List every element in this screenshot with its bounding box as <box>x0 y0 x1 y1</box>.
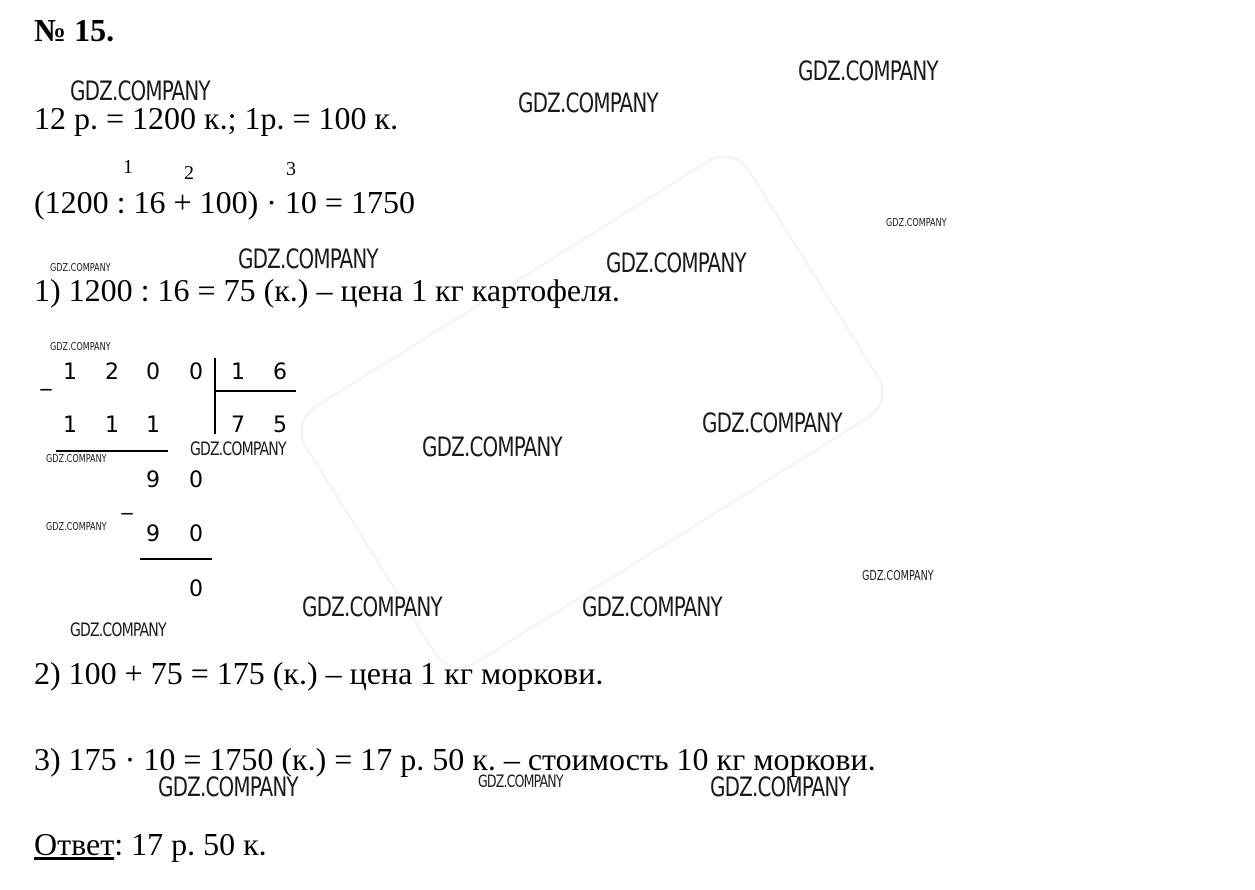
quotient-digit: 7 <box>231 413 245 438</box>
answer-value: : 17 р. 50 к. <box>114 826 267 862</box>
watermark-text: GDZ.COMPANY <box>702 408 842 439</box>
order-mark-2: 2 <box>184 162 194 184</box>
answer-line <box>34 826 267 863</box>
watermark-text: GDZ.COMPANY <box>50 340 111 353</box>
watermark-text: GDZ.COMPANY <box>606 248 746 279</box>
watermark-text: GDZ.COMPANY <box>46 452 107 465</box>
divisor-digit: 6 <box>273 360 287 385</box>
answer-label: Ответ <box>34 826 115 862</box>
conversion-line: 12 р. = 1200 к.; 1р. = 100 к. <box>34 100 399 136</box>
watermark-text: GDZ.COMPANY <box>70 619 166 641</box>
order-mark-3: 3 <box>286 158 296 180</box>
subtrahend-digit: 1 <box>63 413 77 438</box>
final-remainder: 0 <box>189 577 203 602</box>
watermark-text: GDZ.COMPANY <box>798 56 938 87</box>
watermark-text: GDZ.COMPANY <box>422 432 562 463</box>
watermark-text: GDZ.COMPANY <box>50 261 111 274</box>
watermark-text: GDZ.COMPANY <box>70 76 210 107</box>
step-1: 1) 1200 : 16 = 75 (к.) – цена 1 кг картофеля. <box>34 272 620 308</box>
division-vertical-bar <box>214 358 216 434</box>
subtraction-line-2 <box>140 558 212 560</box>
watermark-text: GDZ.COMPANY <box>518 88 658 119</box>
watermark-text: GDZ.COMPANY <box>46 520 107 533</box>
dividend-digit: 1 <box>63 360 77 385</box>
order-mark-1: 1 <box>123 156 133 178</box>
step-2: 2) 100 + 75 = 175 (к.) – цена 1 кг моркови. <box>34 655 604 691</box>
watermark-text: GDZ.COMPANY <box>190 438 286 460</box>
remainder-digit: 9 <box>146 468 160 493</box>
quotient-digit: 5 <box>273 413 287 438</box>
subtrahend2-digit: 0 <box>189 522 203 547</box>
subtrahend-digit: 1 <box>146 413 160 438</box>
watermark-text: GDZ.COMPANY <box>478 772 563 792</box>
subtrahend2-digit: 9 <box>146 522 160 547</box>
watermark-text: GDZ.COMPANY <box>238 244 378 275</box>
step-3: 3) 175 · 10 = 1750 (к.) = 17 р. 50 к. – стоимость 10 кг моркови. <box>34 741 876 777</box>
divisor-underline <box>214 390 296 392</box>
minus-sign-2: _ <box>121 490 133 515</box>
watermark-text: GDZ.COMPANY <box>582 592 722 623</box>
watermark-text: GDZ.COMPANY <box>710 772 850 803</box>
dividend-digit: 2 <box>105 360 119 385</box>
subtrahend-digit: 1 <box>105 413 119 438</box>
minus-sign-1: _ <box>40 366 52 391</box>
remainder-digit: 0 <box>189 468 203 493</box>
dividend-digit: 0 <box>189 360 203 385</box>
problem-title: № 15. <box>34 12 115 48</box>
divisor-digit: 1 <box>231 360 245 385</box>
watermark-text: GDZ.COMPANY <box>862 569 934 584</box>
watermark-text: GDZ.COMPANY <box>886 216 947 229</box>
expression-line: (1200 : 16 + 100) · 10 = 1750 <box>34 184 415 220</box>
watermark-text: GDZ.COMPANY <box>158 772 298 803</box>
watermark-text: GDZ.COMPANY <box>302 592 442 623</box>
dividend-digit: 0 <box>146 360 160 385</box>
